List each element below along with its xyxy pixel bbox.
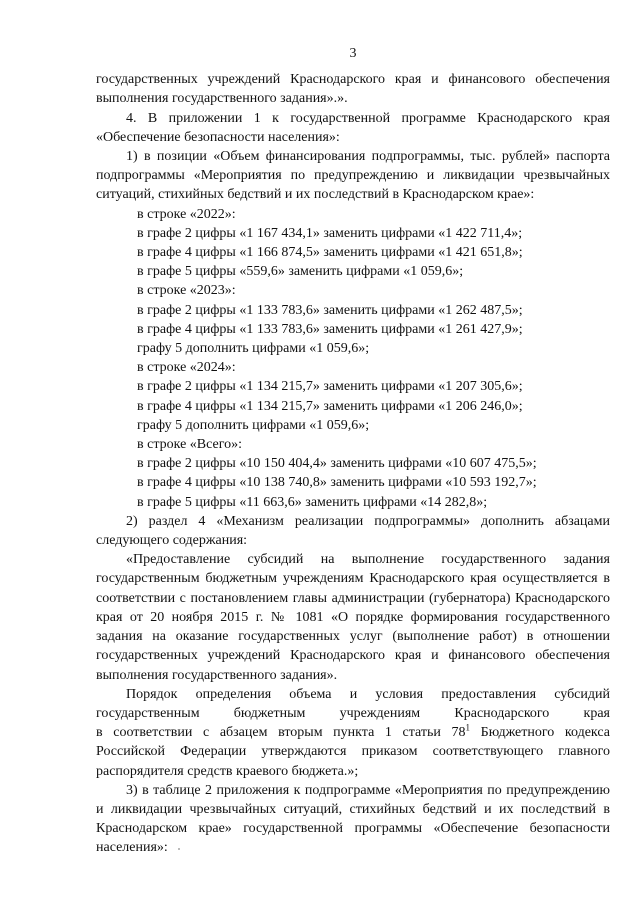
paragraph-procedure-line2: государственным бюджетным учреждениям Краснодарского края (96, 705, 610, 721)
amendment-line: в графе 2 цифры «1 167 434,1» заменить цифрами «1 422 711,4»; (137, 225, 523, 241)
paragraph-procedure (96, 685, 610, 781)
amendment-line: в строке «Всего»: (137, 437, 242, 453)
paragraph-subitem-3: 3) в таблице 2 приложения к подпрограмме «Мероприятия по предупреждению и ликвидации чрезвычайных ситуаций, стихийных бедствий и их последствий в Краснодарском крае» государственной программы «Обеспечение безопасности населения»: (96, 782, 610, 856)
paragraph-item-4: 4. В приложении 1 к государственной программе Краснодарского края «Обеспечение безопасности населения»: (96, 110, 610, 145)
amendment-line: в строке «2023»: (137, 283, 236, 299)
amendment-line: в графе 5 цифры «559,6» заменить цифрами «1 059,6»; (137, 264, 464, 280)
amendment-line: в графе 4 цифры «1 134 215,7» заменить цифрами «1 206 246,0»; (137, 398, 523, 414)
paragraph-continuation: государственных учреждений Краснодарского края и финансового обеспечения выполнения государственного задания».». (96, 72, 610, 107)
page-number: 3 (349, 46, 357, 61)
amendment-line: в графе 2 цифры «1 134 215,7» заменить цифрами «1 207 305,6»; (137, 379, 523, 395)
amendment-lines (96, 205, 610, 512)
scan-speck (178, 848, 180, 850)
amendment-line: в графе 4 цифры «10 138 740,8» заменить цифрами «10 593 192,7»; (137, 475, 537, 491)
article-superscript: 1 (465, 722, 471, 733)
procedure-text-b: Бюджетного кодекса (470, 725, 610, 741)
amendment-line: в графе 2 цифры «1 133 783,6» заменить цифрами «1 262 487,5»; (137, 302, 523, 318)
amendment-line: графу 5 дополнить цифрами «1 059,6»; (137, 341, 370, 357)
amendment-line: в графе 4 цифры «1 166 874,5» заменить цифрами «1 421 651,8»; (137, 245, 523, 261)
paragraph-procedure-line1: Порядок определения объема и условия предоставления субсидий (126, 686, 610, 702)
amendment-line: в графе 2 цифры «10 150 404,4» заменить цифрами «10 607 475,5»; (137, 456, 537, 472)
amendment-line: в графе 4 цифры «1 133 783,6» заменить цифрами «1 261 427,9»; (137, 321, 523, 337)
paragraph-procedure-line3 (96, 723, 610, 742)
amendment-line: графу 5 дополнить цифрами «1 059,6»; (137, 417, 370, 433)
amendment-line: в строке «2024»: (137, 360, 236, 376)
procedure-text-a: в соответствии с абзацем вторым пункта 1 статьи 78 (96, 725, 466, 741)
amendment-line: в строке «2022»: (137, 206, 236, 222)
paragraph-procedure-rest: Российской Федерации утверждаются приказом соответствующего главного распорядителя средств краевого бюджета.»; (96, 744, 610, 779)
paragraph-subitem-2: 2) раздел 4 «Механизм реализации подпрограммы» дополнить абзацами следующего содержания: (96, 513, 610, 549)
amendment-line: в графе 5 цифры «11 663,6» заменить цифрами «14 282,8»; (137, 494, 488, 510)
paragraph-subitem-1: 1) в позиции «Объем финансирования подпрограммы, тыс. рублей» паспорта подпрограммы «Мероприятия по предупреждению и ликвидации чрезвычайных ситуаций, стихийных бедствий и их последствий в Краснодарском крае»: (96, 149, 610, 203)
paragraph-quote-subsidies: «Предоставление субсидий на выполнение государственного задания государственным бюджетным учреждениям Краснодарского края осуществляется в соответствии с постановлением главы администрации (губернатора) Краснодарского края от 20 ноября 2015 г. № 1081 «О порядке формирования государственного задания на оказание государственных услуг (выполнение работ) в отношении государственных учреждений Краснодарского края и финансового обеспечения выполнения государственного задания». (96, 552, 610, 683)
